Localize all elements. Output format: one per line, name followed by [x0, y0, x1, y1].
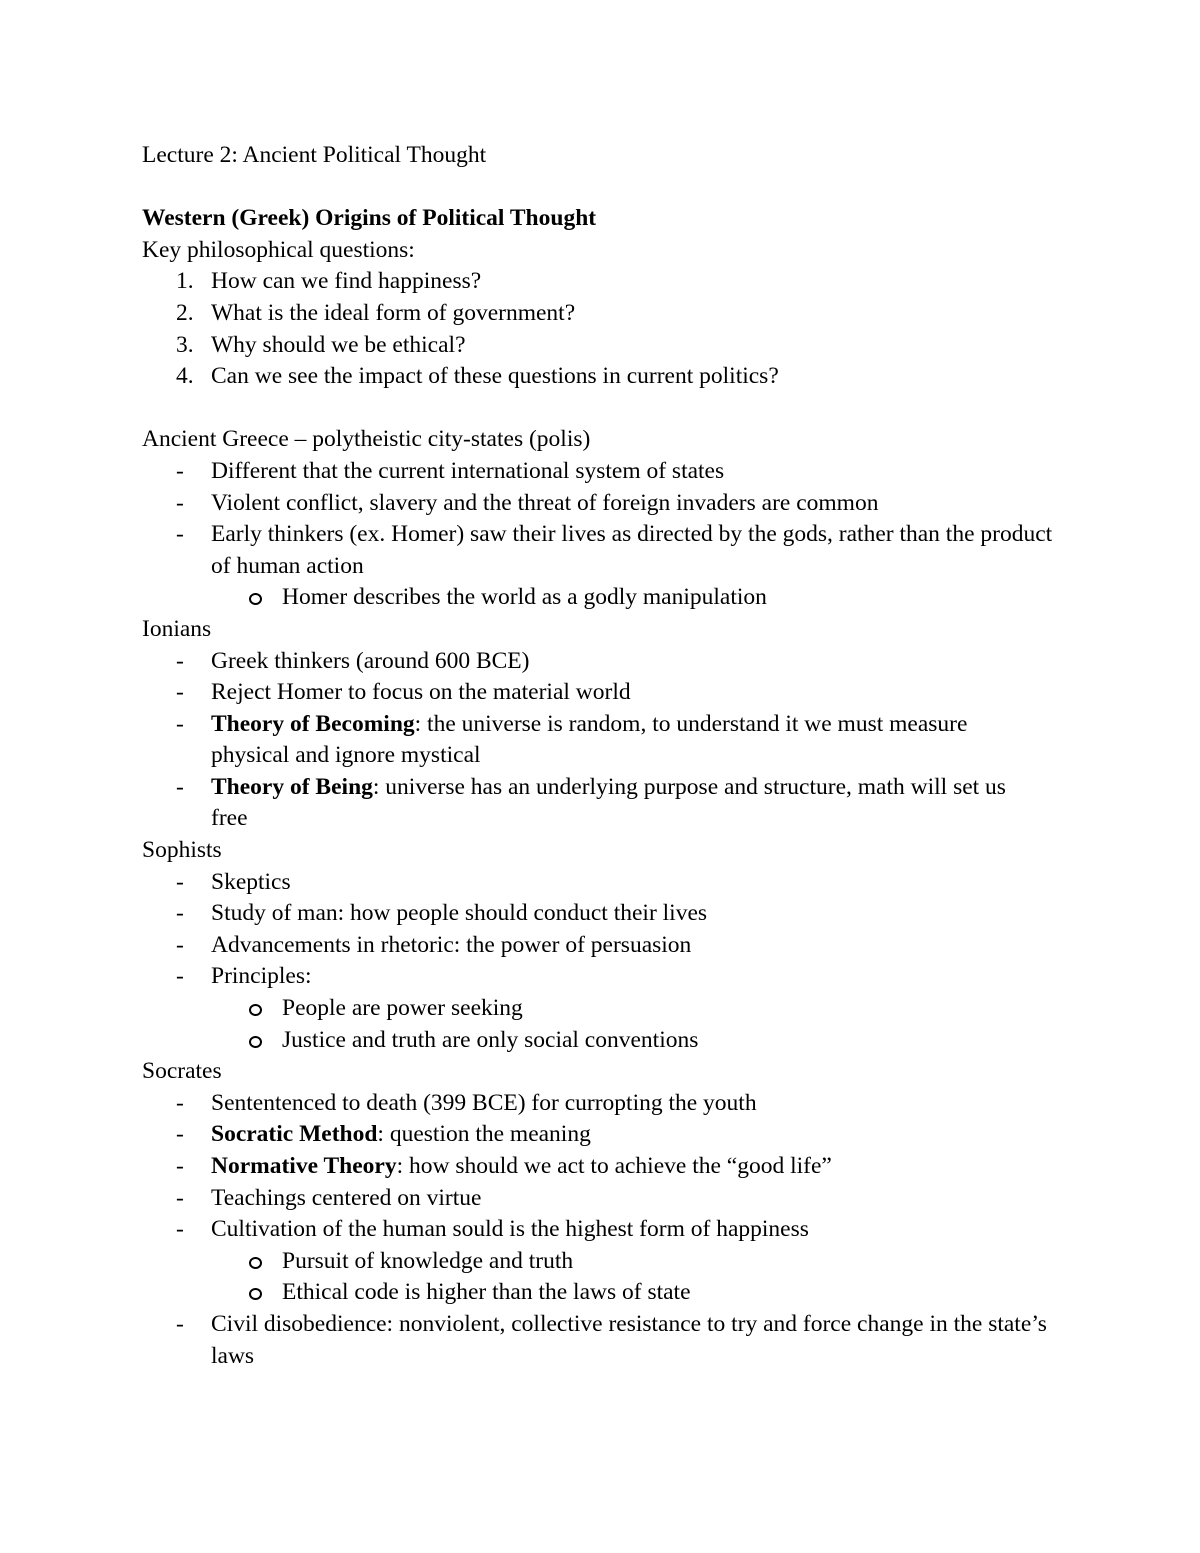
list-item-text: Why should we be ethical? — [211, 331, 466, 358]
dash-bullet: - — [176, 1184, 184, 1211]
list-number: 4. — [176, 363, 194, 390]
greece-list — [142, 456, 1072, 614]
list-item-text: : the universe is random, to understand it we must measure physical and ignore mystical — [211, 710, 968, 769]
list-item — [142, 867, 1072, 899]
list-item-text: Cultivation of the human sould is the highest form of happiness — [211, 1216, 809, 1243]
list-item-text: Study of man: how people should conduct their lives — [211, 900, 708, 927]
section-heading-origins: Western (Greek) Origins of Political Thought — [142, 205, 597, 232]
list-number: 1. — [176, 268, 194, 295]
dash-bullet: - — [176, 647, 184, 674]
list-item — [142, 1119, 1072, 1151]
section-heading-sophists: Sophists — [142, 837, 222, 864]
list-item — [142, 266, 1072, 298]
sub-list-item — [211, 582, 1072, 614]
section-heading-socrates: Socrates — [142, 1058, 222, 1085]
page-title: Lecture 2: Ancient Political Thought — [142, 142, 487, 168]
list-item-text: Pursuit of knowledge and truth — [282, 1247, 574, 1274]
list-number: 2. — [176, 299, 194, 326]
list-item — [142, 456, 1072, 488]
sub-list — [211, 582, 1072, 614]
dash-bullet: - — [176, 1089, 184, 1116]
list-item — [142, 930, 1072, 962]
list-item — [142, 709, 1072, 772]
term-theory-of-becoming: Theory of Becoming — [211, 710, 415, 737]
list-item — [142, 898, 1072, 930]
list-item-text: Can we see the impact of these questions in current politics? — [211, 363, 779, 390]
list-item-text: Skeptics — [211, 868, 291, 895]
term-theory-of-being: Theory of Being — [211, 773, 373, 800]
list-item-text: Early thinkers (ex. Homer) saw their lives as directed by the gods, rather than the product of human action — [211, 521, 1053, 579]
list-item-text: What is the ideal form of government? — [211, 299, 576, 326]
list-item-text: Justice and truth are only social conventions — [282, 1026, 699, 1053]
list-item — [142, 961, 1072, 1056]
dash-bullet: - — [176, 679, 184, 706]
list-item — [142, 298, 1072, 330]
dash-bullet: - — [176, 710, 184, 737]
list-item-text: Sententenced to death (399 BCE) for curropting the youth — [211, 1089, 757, 1116]
socrates-list — [142, 1088, 1072, 1372]
list-item — [142, 1309, 1072, 1372]
list-item-text: Teachings centered on virtue — [211, 1184, 482, 1211]
sophists-list — [142, 867, 1072, 1057]
list-item — [142, 772, 1072, 835]
list-item-text: : universe has an underlying purpose and structure, math will set us free — [211, 773, 1006, 832]
list-item-text: Reject Homer to focus on the material world — [211, 679, 631, 706]
list-item-text: Violent conflict, slavery and the threat of foreign invaders are common — [211, 489, 879, 516]
list-item — [142, 646, 1072, 678]
list-item-text: : how should we act to achieve the “good life” — [396, 1153, 832, 1179]
circle-bullet-icon — [249, 1257, 262, 1269]
sub-list-item — [211, 1025, 1072, 1057]
dash-bullet: - — [176, 868, 184, 895]
list-item-text: Different that the current international system of states — [211, 457, 725, 484]
list-item — [142, 519, 1072, 614]
list-item — [142, 488, 1072, 520]
sub-list — [211, 993, 1072, 1056]
list-item-text: Advancements in rhetoric: the power of persuasion — [211, 931, 692, 958]
list-item-text: Greek thinkers (around 600 BCE) — [211, 647, 530, 674]
dash-bullet: - — [176, 1153, 184, 1179]
dash-bullet: - — [176, 963, 184, 990]
dash-bullet: - — [176, 521, 184, 548]
list-item-text: Homer describes the world as a godly manipulation — [282, 584, 767, 611]
dash-bullet: - — [176, 1121, 184, 1148]
list-number: 3. — [176, 331, 194, 358]
list-item — [142, 1151, 1072, 1183]
list-item — [142, 330, 1072, 362]
sub-list-item — [211, 1277, 1072, 1309]
list-item — [142, 361, 1072, 393]
term-normative-theory: Normative Theory — [211, 1153, 397, 1179]
dash-bullet: - — [176, 1216, 184, 1243]
term-socratic-method: Socratic Method — [211, 1121, 378, 1148]
dash-bullet: - — [176, 457, 184, 484]
questions-intro: Key philosophical questions: — [142, 236, 415, 263]
list-item — [142, 677, 1072, 709]
list-item-text: Ethical code is higher than the laws of state — [282, 1279, 691, 1306]
section-heading-ionians: Ionians — [142, 615, 212, 642]
section-heading-greece: Ancient Greece – polytheistic city-states (polis) — [142, 426, 591, 453]
list-item — [142, 1183, 1072, 1215]
circle-bullet-icon — [249, 593, 262, 605]
list-item-text: People are power seeking — [282, 995, 523, 1022]
sub-list-item — [211, 993, 1072, 1025]
dash-bullet: - — [176, 1310, 184, 1337]
list-item-text: : question the meaning — [377, 1121, 591, 1148]
list-item-text: How can we find happiness? — [211, 268, 482, 295]
list-item-text: Principles: — [211, 963, 312, 990]
ionians-list — [142, 646, 1072, 836]
document-page — [142, 140, 1072, 1372]
questions-list — [142, 266, 1072, 392]
sub-list — [211, 1246, 1072, 1309]
circle-bullet-icon — [249, 1004, 262, 1016]
dash-bullet: - — [176, 773, 184, 800]
spacer — [142, 393, 1072, 425]
list-item-text: Civil disobedience: nonviolent, collective resistance to try and force change in the state’s laws — [211, 1310, 1047, 1369]
circle-bullet-icon — [249, 1036, 262, 1048]
dash-bullet: - — [176, 931, 184, 958]
list-item — [142, 1088, 1072, 1120]
dash-bullet: - — [176, 900, 184, 927]
list-item — [142, 1214, 1072, 1309]
dash-bullet: - — [176, 489, 184, 516]
circle-bullet-icon — [249, 1288, 262, 1300]
sub-list-item — [211, 1246, 1072, 1278]
